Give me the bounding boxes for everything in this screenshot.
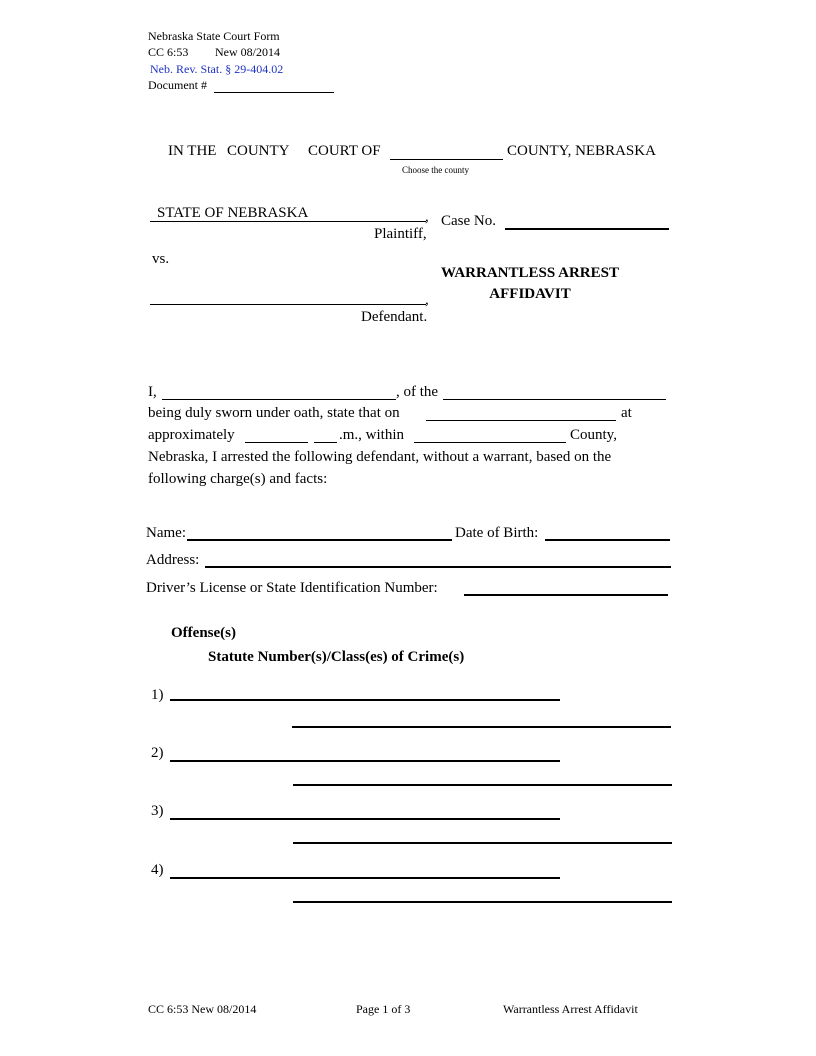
title-line-2: AFFIDAVIT [489, 286, 571, 302]
offense-number-1: 1) [151, 687, 164, 703]
form-date: New 08/2014 [215, 45, 280, 59]
statute-1-input[interactable] [292, 709, 671, 728]
court-in-the: IN THE [168, 143, 217, 159]
dob-input[interactable] [545, 522, 670, 541]
statute-4-input[interactable] [293, 884, 672, 903]
affiant-i-label: I, [148, 384, 157, 400]
statute-3-input[interactable] [293, 825, 672, 844]
court-type-select[interactable]: COUNTY [227, 143, 290, 159]
footer-title: Warrantless Arrest Affidavit [503, 1002, 638, 1016]
case-number-field[interactable] [505, 211, 669, 230]
case-no-label: Case No. [441, 213, 496, 229]
form-code: CC 6:53 [148, 45, 189, 59]
title-line-1: WARRANTLESS ARREST [441, 265, 619, 281]
plaintiff-comma: , [425, 209, 429, 225]
plaintiff-label: Plaintiff, [374, 226, 427, 242]
affidavit-line-4: Nebraska, I arrested the following defendant, without a warrant, based on the [148, 449, 612, 465]
defendant-name-input[interactable] [187, 522, 452, 541]
address-input[interactable] [205, 549, 671, 568]
county-nebraska-label: COUNTY, NEBRASKA [507, 143, 656, 159]
offense-4-input[interactable] [170, 860, 560, 879]
arrest-date-field[interactable] [426, 403, 616, 421]
dob-label: Date of Birth: [455, 525, 539, 541]
offense-number-2: 2) [151, 745, 164, 761]
statute-link[interactable]: Neb. Rev. Stat. § 29-404.02 [150, 62, 284, 76]
court-of-label: COURT OF [308, 143, 381, 159]
sworn-text: being duly sworn under oath, state that on [148, 405, 400, 421]
form-name: Nebraska State Court Form [148, 29, 280, 43]
document-number-field[interactable] [214, 75, 334, 93]
document-number-label: Document # [148, 78, 207, 92]
offense-number-4: 4) [151, 862, 164, 878]
statute-2-input[interactable] [293, 767, 672, 786]
of-the-label: , of the [396, 384, 439, 400]
defendant-comma: , [425, 292, 429, 308]
affidavit-line-5: following charge(s) and facts: [148, 471, 328, 487]
offense-2-input[interactable] [170, 743, 560, 762]
defendant-label: Defendant. [361, 309, 428, 325]
offense-1-input[interactable] [170, 682, 560, 701]
m-within-label: .m., within [339, 427, 405, 443]
offense-3-input[interactable] [170, 801, 560, 820]
arrest-county-field[interactable] [414, 425, 566, 443]
arrest-time-field[interactable] [245, 425, 308, 443]
county-select[interactable] [390, 142, 503, 160]
plaintiff-name[interactable]: STATE OF NEBRASKA [157, 205, 309, 221]
county-hint: Choose the county [402, 165, 469, 175]
plaintiff-line [150, 221, 426, 222]
approximately-label: approximately [148, 427, 235, 443]
offenses-heading: Offense(s) [171, 625, 236, 641]
am-pm-field[interactable] [314, 425, 337, 443]
defendant-name-field[interactable] [150, 304, 426, 305]
offense-number-3: 3) [151, 803, 164, 819]
affiant-name-field[interactable] [162, 382, 396, 400]
name-label: Name: [146, 525, 186, 541]
address-label: Address: [146, 552, 200, 568]
agency-field[interactable] [443, 382, 666, 400]
at-label: at [621, 405, 632, 421]
footer-form-code: CC 6:53 New 08/2014 [148, 1002, 257, 1016]
license-input[interactable] [464, 577, 668, 596]
county-comma-label: County, [570, 427, 617, 443]
vs-label: vs. [152, 251, 170, 267]
footer-page-number: Page 1 of 3 [356, 1002, 411, 1016]
statute-subheading: Statute Number(s)/Class(es) of Crime(s) [208, 649, 465, 665]
license-label: Driver’s License or State Identification Number: [146, 580, 438, 596]
